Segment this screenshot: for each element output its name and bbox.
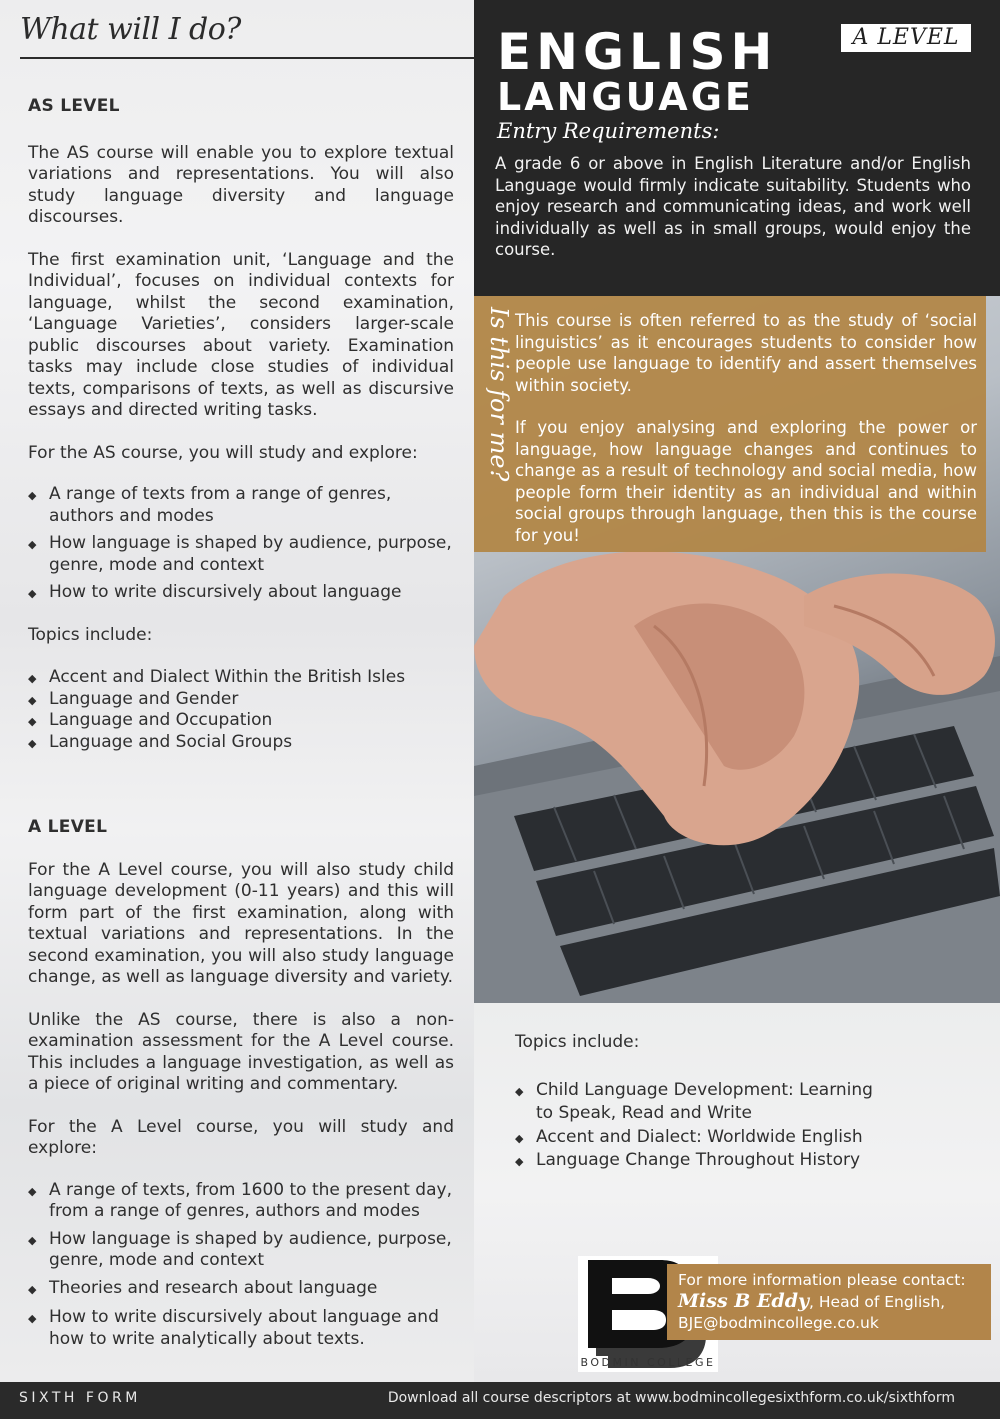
right-topics-label: Topics include:: [515, 1032, 640, 1052]
list-item: ◆ Language and Social Groups: [28, 732, 454, 754]
is-this-for-me-label: Is this for me?: [485, 307, 513, 482]
right-topics-list: [515, 1079, 895, 1173]
as-exam-paragraph: The first examination unit, ‘Language and the Individual’, focuses on individual contexts for language, whilst the second examination, ‘Language Varieties’, considers larger-scale public discourses about variety. Examination tasks may include close studies of individual texts, comparisons of texts, as well as discursive essays and directed writing tasks.: [28, 249, 454, 420]
list-item: ◆ A range of texts from a range of genres, authors and modes: [28, 484, 454, 527]
list-item: ◆ Theories and research about language: [28, 1278, 454, 1300]
a-intro-paragraph: For the A Level course, you will also study child language development (0-11 years) and this will form part of the first examination, along with textual variations and representations. In the second examination, you will also study language change, as well as language diversity and variety.: [28, 859, 454, 987]
entry-requirements-heading: Entry Requirements:: [497, 119, 720, 143]
page-title: What will I do?: [20, 12, 241, 47]
level-badge: A LEVEL: [841, 24, 971, 52]
list-item: ◆ How to write discursively about language and how to write analytically about texts.: [28, 1307, 454, 1350]
contact-intro: For more information please contact:: [678, 1271, 966, 1289]
for-me-paragraph-2: If you enjoy analysing and exploring the power or language, how language changes and continues to change as a result of technology and social media, how people form their identity as an individual and within social groups through language, then this is the course for you!: [515, 418, 977, 545]
a-explore-intro: For the A Level course, you will study and explore:: [28, 1116, 454, 1158]
entry-requirements-text: A grade 6 or above in English Literature and/or English Language would firmly indicate suitability. Students who enjoy research and communicating ideas, and work well individually as well as in small groups, would enjoy the course.: [495, 154, 971, 259]
left-column: [28, 96, 454, 1350]
for-me-paragraph-1: This course is often referred to as the study of ‘social linguistics’ as it encourages students to consider how people use language to identify and assert themselves within society.: [515, 311, 977, 395]
title-divider: [20, 57, 474, 59]
contact-box: [667, 1264, 991, 1340]
as-topics-list: [28, 667, 454, 753]
list-item: ◆ A range of texts, from 1600 to the present day, from a range of genres, authors and modes: [28, 1180, 454, 1223]
footer-sixth-form: SIXTH FORM: [19, 1390, 141, 1406]
contact-email[interactable]: BJE@bodmincollege.co.uk: [678, 1314, 879, 1332]
logo-caption: BODMIN COLLEGE: [580, 1356, 716, 1369]
list-item: ◆ Language and Gender: [28, 689, 454, 711]
footer-bar: [0, 1382, 1000, 1419]
course-title-line2: LANGUAGE: [497, 75, 754, 119]
a-explore-list: [28, 1180, 454, 1351]
list-item: ◆ Child Language Development: Learning to Speak, Read and Write: [515, 1079, 895, 1126]
a-level-heading: A LEVEL: [28, 817, 108, 837]
list-item: ◆ Language and Occupation: [28, 710, 454, 732]
as-explore-intro: For the AS course, you will study and explore:: [28, 442, 418, 463]
list-item: ◆ Accent and Dialect: Worldwide English: [515, 1126, 895, 1150]
list-item: ◆ How language is shaped by audience, purpose, genre, mode and context: [28, 533, 454, 576]
footer-download-link[interactable]: Download all course descriptors at www.bodmincollegesixthform.co.uk/sixthform: [387, 1390, 955, 1406]
contact-name: Miss B Eddy: [678, 1290, 810, 1312]
as-topics-label: Topics include:: [28, 624, 153, 645]
list-item: ◆ How to write discursively about language: [28, 582, 454, 604]
a-level-topics: [515, 1031, 895, 1173]
as-explore-list: [28, 484, 454, 604]
contact-role: , Head of English,: [809, 1293, 946, 1311]
a-nea-paragraph: Unlike the AS course, there is also a non-examination assessment for the A Level course. This includes a language investigation, as well as a piece of original writing and commentary.: [28, 1009, 454, 1094]
course-title-line1: ENGLISH: [497, 23, 778, 81]
list-item: ◆ How language is shaped by audience, purpose, genre, mode and context: [28, 1229, 454, 1272]
list-item: ◆ Accent and Dialect Within the British Isles: [28, 667, 454, 689]
is-this-for-me-text: [515, 310, 977, 546]
list-item: ◆ Language Change Throughout History: [515, 1149, 895, 1173]
as-level-heading: AS LEVEL: [28, 96, 120, 116]
as-intro-paragraph: The AS course will enable you to explore textual variations and representations. You will also study language diversity and language discourses.: [28, 142, 454, 227]
